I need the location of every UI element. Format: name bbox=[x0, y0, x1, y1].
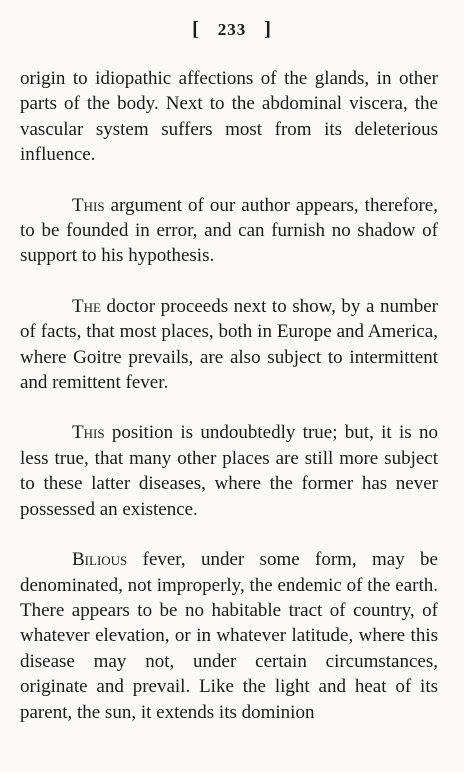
paragraph-text: argument of our author appears, therefore, to be founded in error, and can furnish no shadow of support to his hypothesis. bbox=[20, 194, 438, 267]
open-bracket: [ bbox=[192, 18, 200, 40]
paragraph bbox=[20, 547, 438, 725]
paragraph-text: fever, under some form, may be denominated, not improperly, the endemic of the earth. There appears to be no habitable tract of country, of whatever elevation, or in whatever latitude, where this disease may not, under certain circumstances, originate and prevail. Like the light and heat of its parent, the sun, it extends its dominion bbox=[20, 549, 438, 723]
paragraph-text: origin to idiopathic affections of the glands, in other parts of the body. Next to the abdominal viscera, the vascular system suffers most from its deleterious influence. bbox=[20, 68, 438, 166]
paragraph-text: position is undoubtedly true; but, it is no less true, that many other places are still more subject to these latter diseases, where the former has never possessed an existence. bbox=[20, 422, 438, 520]
body-text bbox=[20, 66, 438, 725]
close-bracket: ] bbox=[264, 18, 272, 40]
paragraph bbox=[20, 420, 438, 522]
paragraph-continuation bbox=[20, 66, 438, 168]
page-number: 233 bbox=[217, 20, 247, 39]
paragraph-lead-word: This bbox=[72, 422, 105, 444]
paragraph-lead-word: This bbox=[72, 194, 105, 216]
page-header bbox=[0, 18, 464, 41]
paragraph-text: doctor proceeds next to show, by a number of facts, that most places, both in Europe and America, where Goitre prevails, are also subject to intermittent and remittent fever. bbox=[20, 295, 438, 394]
paragraph bbox=[20, 294, 438, 396]
paragraph bbox=[20, 193, 438, 269]
paragraph-lead-word: Bilious bbox=[72, 549, 128, 571]
paragraph-lead-word: The bbox=[72, 295, 101, 317]
